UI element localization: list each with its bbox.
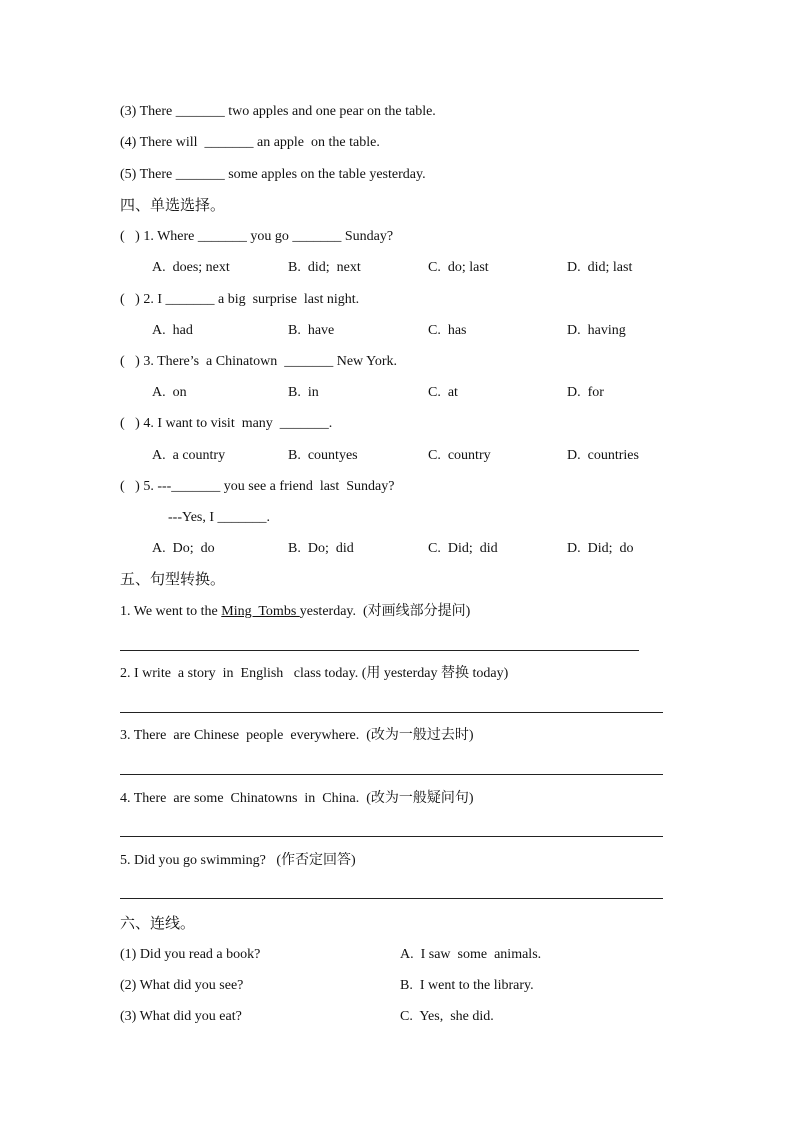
section-5-title: 五、句型转换。 xyxy=(120,570,226,588)
mc-question-2-stem: ( ) 2. I _______ a big surprise last night. xyxy=(120,292,360,307)
match-right-item-a: A. I saw some animals. xyxy=(400,947,542,962)
transform-question-5: 5. Did you go swimming? (作否定回答) xyxy=(120,853,356,868)
mc-q4-option-b: B. countyes xyxy=(288,448,358,463)
mc-question-3-stem: ( ) 3. There’s a Chinatown _______ New York. xyxy=(120,354,397,369)
fill-in-question-4: (4) There will _______ an apple on the table. xyxy=(120,135,380,150)
mc-q5-option-c: C. Did; did xyxy=(428,541,498,556)
answer-line-3 xyxy=(120,774,663,775)
mc-q4-option-a: A. a country xyxy=(152,448,226,463)
match-left-item-2: (2) What did you see? xyxy=(120,978,244,993)
mc-q4-option-c: C. country xyxy=(428,448,491,463)
match-right-item-c: C. Yes, she did. xyxy=(400,1009,494,1024)
match-left-item-3: (3) What did you eat? xyxy=(120,1009,242,1024)
mc-q1-option-a: A. does; next xyxy=(152,260,230,275)
match-left-item-1: (1) Did you read a book? xyxy=(120,947,261,962)
transform-q1-prefix: 1. We went to the xyxy=(120,604,222,619)
mc-q2-option-d: D. having xyxy=(567,323,626,338)
transform-q1-suffix: yesterday. (对画线部分提问) xyxy=(299,604,471,619)
mc-q2-option-c: C. has xyxy=(428,323,467,338)
answer-line-2 xyxy=(120,712,663,713)
mc-q5-option-b: B. Do; did xyxy=(288,541,354,556)
mc-q3-option-b: B. in xyxy=(288,385,319,400)
transform-question-3: 3. There are Chinese people everywhere. (改为一般过去时) xyxy=(120,728,474,743)
transform-question-1 xyxy=(120,603,470,621)
transform-question-2: 2. I write a story in English class today. (用 yesterday 替换 today) xyxy=(120,666,509,681)
mc-q1-option-d: D. did; last xyxy=(567,260,633,275)
match-right-item-b: B. I went to the library. xyxy=(400,978,534,993)
transform-q1-underlined: Ming Tombs xyxy=(221,604,300,619)
fill-in-question-3: (3) There _______ two apples and one pear on the table. xyxy=(120,104,436,119)
transform-question-4: 4. There are some Chinatowns in China. (改为一般疑问句) xyxy=(120,791,474,806)
mc-q4-option-d: D. countries xyxy=(567,448,639,463)
answer-line-1 xyxy=(120,650,639,651)
mc-q3-option-c: C. at xyxy=(428,385,458,400)
answer-line-5 xyxy=(120,898,663,899)
mc-q2-option-a: A. had xyxy=(152,323,193,338)
mc-question-4-stem: ( ) 4. I want to visit many _______. xyxy=(120,416,333,431)
mc-q1-option-b: B. did; next xyxy=(288,260,361,275)
mc-q2-option-b: B. have xyxy=(288,323,335,338)
section-6-title: 六、连线。 xyxy=(120,914,196,932)
mc-q1-option-c: C. do; last xyxy=(428,260,489,275)
mc-q5-option-d: D. Did; do xyxy=(567,541,634,556)
mc-question-5-stem: ( ) 5. ---_______ you see a friend last Sunday? xyxy=(120,479,395,494)
mc-question-1-stem: ( ) 1. Where _______ you go _______ Sunday? xyxy=(120,229,394,244)
section-4-title: 四、单选选择。 xyxy=(120,196,226,214)
mc-q3-option-d: D. for xyxy=(567,385,604,400)
answer-line-4 xyxy=(120,836,663,837)
mc-q5-option-a: A. Do; do xyxy=(152,541,215,556)
fill-in-question-5: (5) There _______ some apples on the table yesterday. xyxy=(120,167,426,182)
mc-q3-option-a: A. on xyxy=(152,385,187,400)
mc-question-5-stem-reply: ---Yes, I _______. xyxy=(168,510,271,525)
